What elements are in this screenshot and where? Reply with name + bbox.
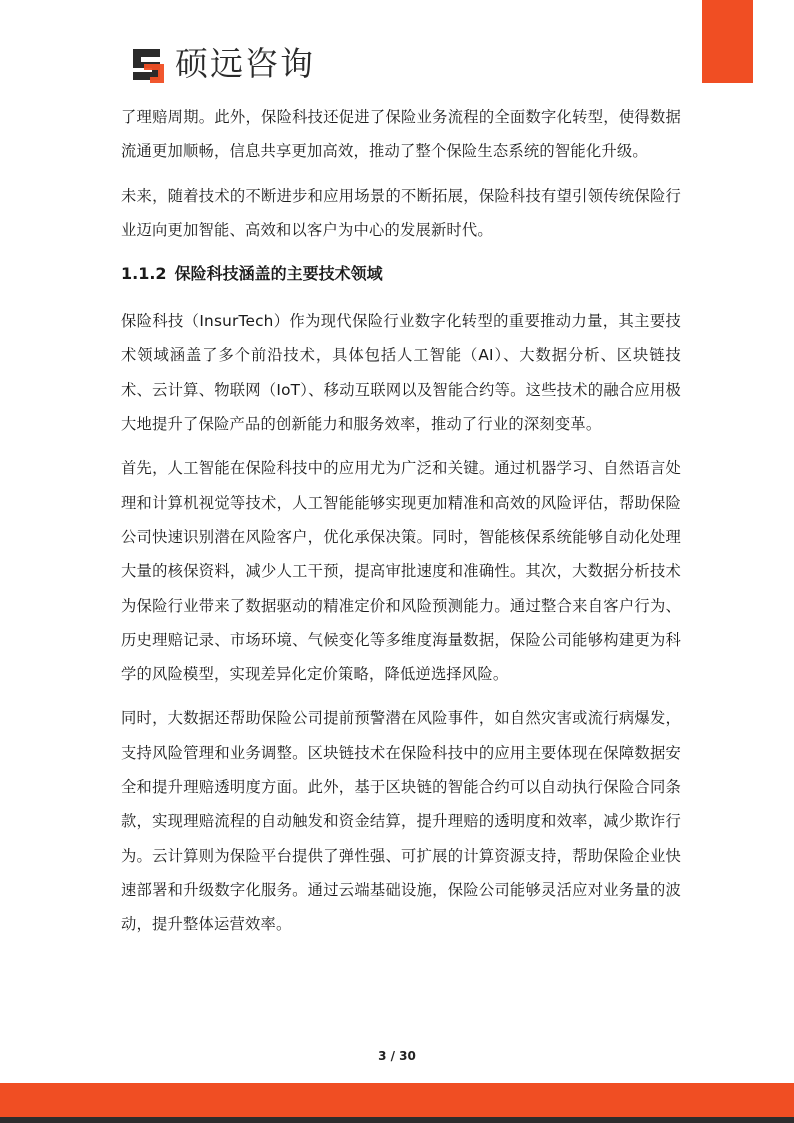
- document-body: [121, 100, 681, 952]
- page-number: 3 / 30: [378, 1049, 416, 1063]
- brand-logo: [130, 44, 315, 84]
- paragraph-blockchain-cloud: 同时，大数据还帮助保险公司提前预警潜在风险事件，如自然灾害或流行病爆发，支持风险管理和业务调整。区块链技术在保险科技中的应用主要体现在保障数据安全和提升理赔透明度方面。此外，基于区块链的智能合约可以自动执行保险合同条款，实现理赔流程的自动触发和资金结算，提升理赔的透明度和效率，减少欺诈行为。云计算则为保险平台提供了弹性强、可扩展的计算资源支持，帮助保险企业快速部署和升级数字化服务。通过云端基础设施，保险公司能够灵活应对业务量的波动，提升整体运营效率。: [121, 709, 681, 934]
- section-title: 保险科技涵盖的主要技术领域: [174, 264, 383, 284]
- paragraph-overview: 保险科技（InsurTech）作为现代保险行业数字化转型的重要推动力量，其主要技术领域涵盖了多个前沿技术，具体包括人工智能（AI）、大数据分析、区块链技术、云计算、物联网（IoT）、移动互联网以及智能合约等。这些技术的融合应用极大地提升了保险产品的创新能力和服务效率，推动了行业的深刻变革。: [121, 312, 681, 434]
- paragraph-ai-bigdata: 首先，人工智能在保险科技中的应用尤为广泛和关键。通过机器学习、自然语言处理和计算机视觉等技术，人工智能能够实现更加精准和高效的风险评估，帮助保险公司快速识别潜在风险客户，优化承保决策。同时，智能核保系统能够自动化处理大量的核保资料，减少人工干预，提高审批速度和准确性。其次，大数据分析技术为保险行业带来了数据驱动的精准定价和风险预测能力。通过整合来自客户行为、历史理赔记录、市场环境、气候变化等多维度海量数据，保险公司能够构建更为科学的风险模型，实现差异化定价策略，降低逆选择风险。: [121, 459, 681, 684]
- footer-accent-bar: [0, 1083, 794, 1117]
- section-heading: [121, 257, 681, 291]
- paragraph-continuation: 了理赔周期。此外，保险科技还促进了保险业务流程的全面数字化转型，使得数据流通更加顺畅，信息共享更加高效，推动了整个保险生态系统的智能化升级。: [121, 108, 681, 161]
- corner-accent-block: [702, 0, 753, 83]
- brand-name: 硕远咨询: [175, 44, 315, 83]
- logo-mark-icon: [130, 46, 167, 83]
- paragraph-future: 未来，随着技术的不断进步和应用场景的不断拓展，保险科技有望引领传统保险行业迈向更加智能、高效和以客户为中心的发展新时代。: [121, 186, 681, 239]
- section-number: 1.1.2: [121, 264, 167, 284]
- footer-dark-bar: [0, 1117, 794, 1123]
